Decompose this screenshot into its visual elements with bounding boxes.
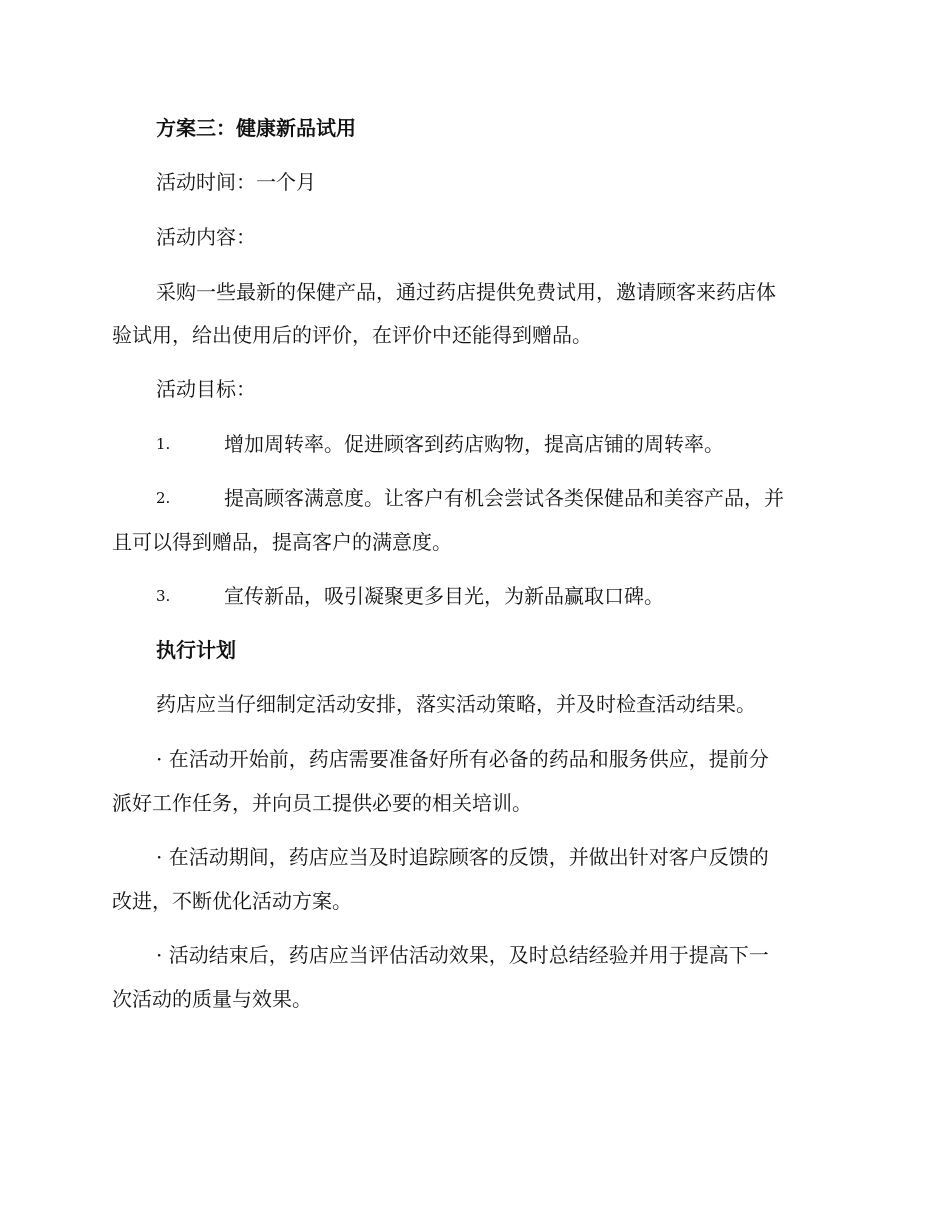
content-paragraph-line-1: 采购一些最新的保健产品，通过药店提供免费试用，邀请顾客来药店体 xyxy=(156,280,776,304)
goal-text: 提高顾客满意度。让客户有机会尝试各类保健品和美容产品，并 xyxy=(224,486,784,510)
content-paragraph-line-2: 验试用，给出使用后的评价，在评价中还能得到赠品。 xyxy=(112,323,592,347)
bullet-item-line-1: · 在活动开始前，药店需要准备好所有必备的药品和服务供应，提前分 xyxy=(156,747,769,771)
bullet-item-line-2: 次活动的质量与效果。 xyxy=(112,987,312,1011)
activity-content-label: 活动内容： xyxy=(156,225,256,249)
activity-goal-label: 活动目标： xyxy=(156,377,256,401)
goal-number: 2. xyxy=(156,489,171,507)
exec-plan-title: 执行计划 xyxy=(156,638,236,662)
goal-text: 增加周转率。促进顾客到药店购物，提高店铺的周转率。 xyxy=(224,432,724,456)
bullet-item-line-1: · 活动结束后，药店应当评估活动效果，及时总结经验并用于提高下一 xyxy=(156,943,769,967)
goal-number: 1. xyxy=(156,435,171,453)
goal-text: 宣传新品，吸引凝聚更多目光，为新品赢取口碑。 xyxy=(224,584,664,608)
goal-number: 3. xyxy=(156,587,171,605)
bullet-item-line-2: 改进，不断优化活动方案。 xyxy=(112,889,352,913)
bullet-item-line-2: 派好工作任务，并向员工提供必要的相关培训。 xyxy=(112,791,532,815)
activity-time: 活动时间：一个月 xyxy=(156,170,316,194)
bullet-item-line-1: · 在活动期间，药店应当及时追踪顾客的反馈，并做出针对客户反馈的 xyxy=(156,845,769,869)
plan-title: 方案三：健康新品试用 xyxy=(156,116,356,140)
goal-text-continued: 且可以得到赠品，提高客户的满意度。 xyxy=(112,530,452,554)
exec-intro: 药店应当仔细制定活动安排，落实活动策略，并及时检查活动结果。 xyxy=(156,692,756,716)
